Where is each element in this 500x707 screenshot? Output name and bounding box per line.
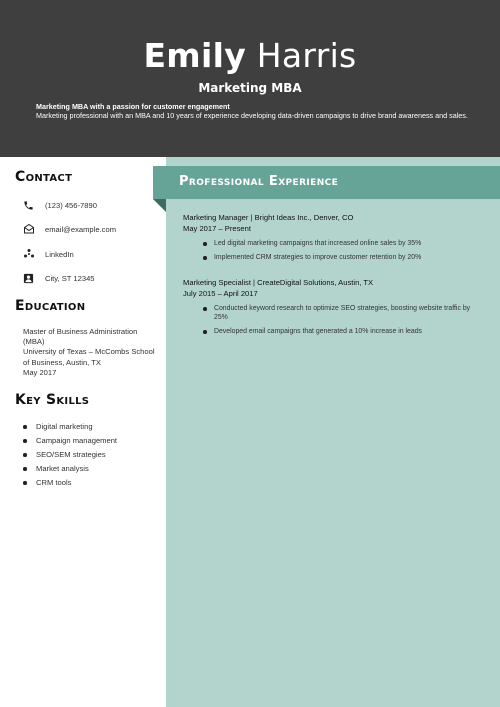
job-role: Marketing Manager | Bright Ideas Inc., Denver, CO — [183, 213, 354, 222]
skill-text: SEO/SEM strategies — [36, 450, 106, 459]
skill-item — [23, 435, 117, 449]
bullet-dot — [203, 256, 207, 260]
last-name: Harris — [256, 36, 357, 75]
job-bullet — [183, 253, 483, 262]
location-icon — [22, 272, 35, 285]
job-entry — [183, 277, 483, 341]
bullet-dot — [23, 467, 27, 471]
skill-item — [23, 421, 117, 435]
banner-fold — [153, 199, 166, 212]
summary-text: Marketing professional with an MBA and 10 years of experience developing data-driven campaigns to drive brand awareness and sales. — [36, 111, 468, 120]
skill-item — [23, 449, 117, 463]
job-entry — [183, 212, 483, 267]
experience-heading: Professional Experience — [179, 174, 339, 189]
summary-heading: Marketing MBA with a passion for customer engagement — [36, 102, 230, 111]
education-entry — [23, 327, 158, 378]
job-bullets — [183, 239, 483, 262]
phone-icon — [22, 199, 35, 212]
job-dates: May 2017 – Present — [183, 224, 251, 233]
contact-phone — [22, 198, 97, 212]
contact-location — [22, 271, 95, 285]
job-bullets — [183, 304, 483, 336]
skill-item — [23, 477, 117, 491]
skill-text: Campaign management — [36, 436, 118, 445]
contact-email — [22, 222, 116, 236]
skills-list — [23, 421, 117, 491]
first-name: Emily — [143, 36, 246, 75]
candidate-title: Marketing MBA — [198, 81, 302, 95]
skill-text: Digital marketing — [36, 422, 93, 431]
skill-item — [23, 463, 117, 477]
bullet-dot — [23, 425, 27, 429]
bullet-text: Developed email campaigns that generated a 10% increase in leads — [214, 328, 422, 335]
candidate-name — [0, 36, 500, 76]
bullet-text: Led digital marketing campaigns that increased online sales by 35% — [214, 240, 422, 247]
bullet-dot — [23, 453, 27, 457]
skill-text: CRM tools — [36, 478, 72, 487]
education-heading: Education — [15, 298, 86, 314]
bullet-dot — [203, 242, 207, 246]
job-bullet — [183, 327, 483, 336]
education-school: University of Texas – McCombs School of Business, Austin, TX — [23, 347, 155, 367]
education-date: May 2017 — [23, 367, 57, 377]
skills-heading: Key Skills — [15, 392, 90, 408]
bullet-dot — [203, 307, 207, 311]
bullet-dot — [23, 439, 27, 443]
bullet-dot — [23, 481, 27, 485]
skill-text: Market analysis — [36, 464, 89, 473]
contact-heading: Contact — [15, 169, 73, 185]
bullet-text: Conducted keyword research to optimize SEO strategies, boosting website traffic by 25% — [214, 305, 471, 321]
resume-header — [0, 0, 500, 157]
email-icon — [22, 223, 35, 236]
job-bullet — [183, 304, 483, 322]
bullet-dot — [203, 330, 207, 334]
job-role: Marketing Specialist | CreateDigital Solutions, Austin, TX — [183, 278, 374, 287]
email-text[interactable]: email@example.com — [45, 224, 117, 234]
contact-linkedin — [22, 247, 74, 261]
location-text: City, ST 12345 — [45, 273, 95, 283]
linkedin-icon — [22, 248, 35, 261]
linkedin-text[interactable]: LinkedIn — [45, 249, 74, 259]
phone-text: (123) 456-7890 — [45, 200, 97, 210]
job-dates: July 2015 – April 2017 — [183, 289, 258, 298]
job-bullet — [183, 239, 483, 248]
bullet-text: Implemented CRM strategies to improve customer retention by 20% — [214, 254, 422, 261]
education-degree: Master of Business Administration (MBA) — [23, 327, 138, 347]
